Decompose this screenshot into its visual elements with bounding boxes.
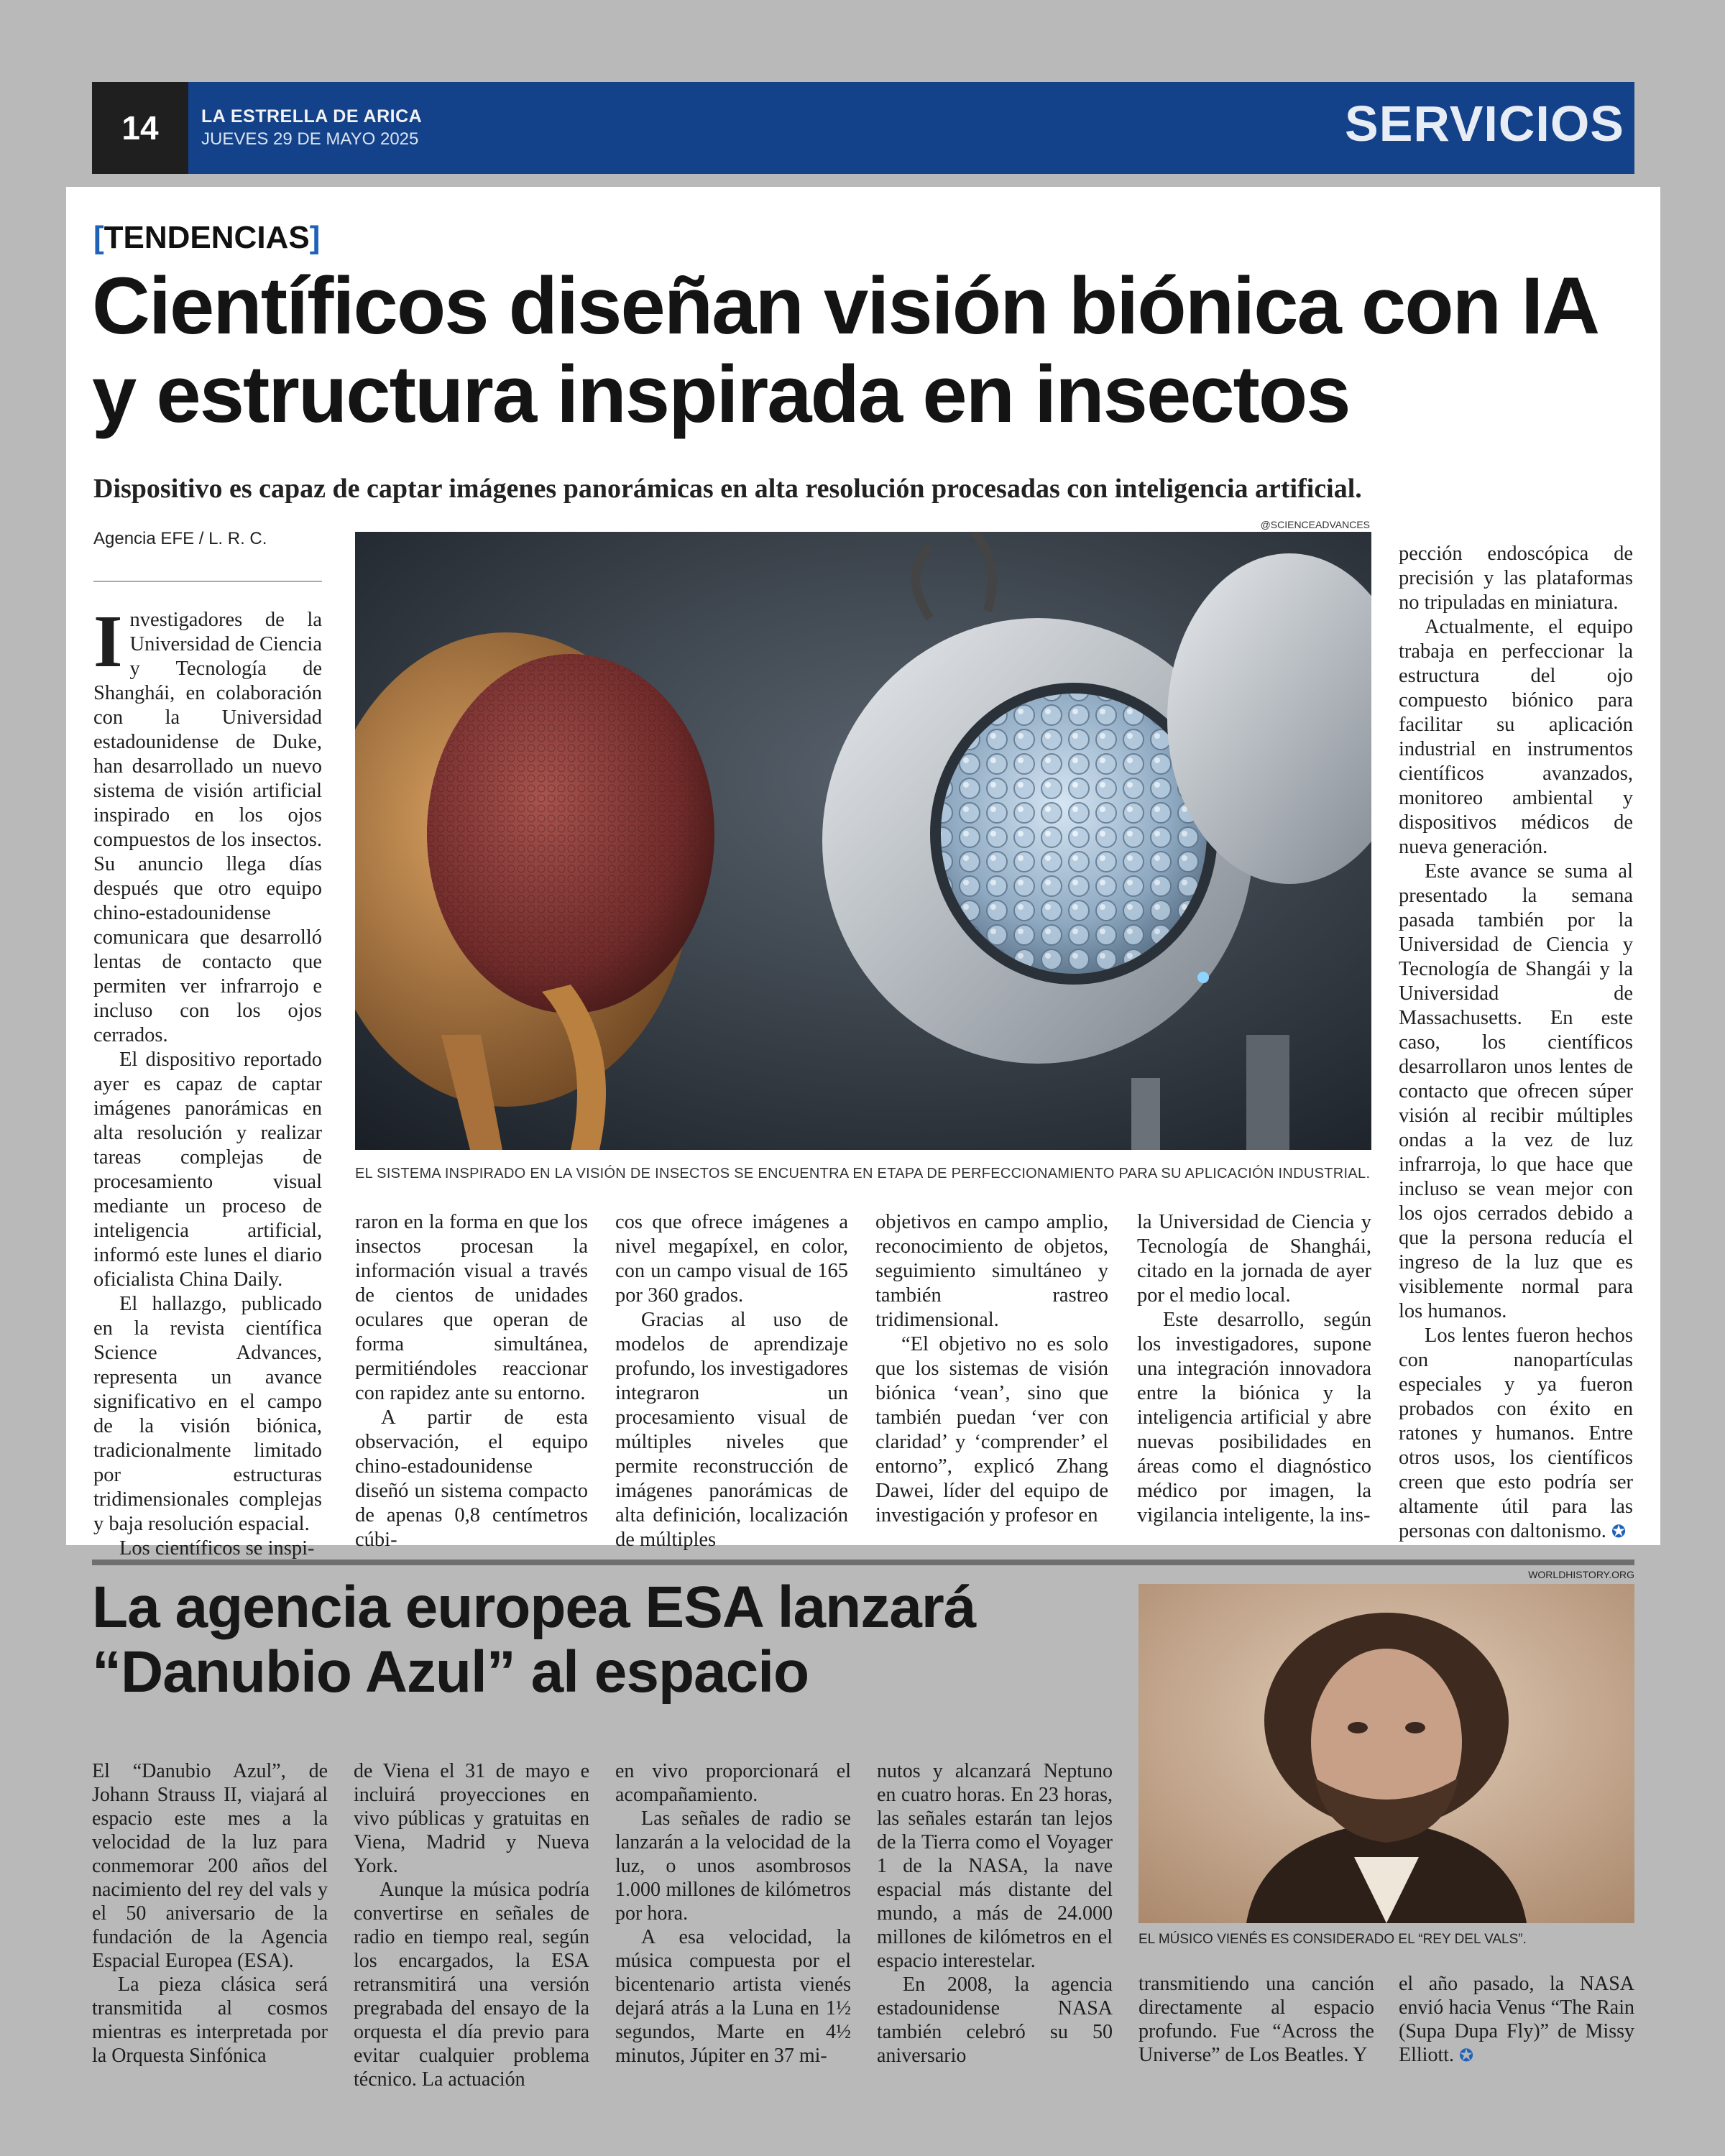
end-of-article-icon: ✪	[1611, 1521, 1627, 1542]
page-number: 14	[92, 82, 188, 174]
article-column-3	[615, 1210, 848, 1552]
paragraph: Este avance se suma al presentado la semana pasada también por la Universidad de Ciencia y Tecnología de Shangái y la Universidad de Massachusetts. En este caso, los científicos desarrollaron unos lentes de contacto que ofrecen súper visión al recibir múltiples ondas a la vez de luz infrarroja, lo que hace que incluso se vean mejor con los ojos cerrados debido a que la persona reducía el ingreso de la luz que es visiblemente normal para los humanos.	[1399, 860, 1633, 1322]
paragraph: en vivo proporcionará el acompañamiento.	[615, 1760, 851, 1806]
kicker-label: TENDENCIAS	[104, 220, 310, 255]
paragraph: Las señales de radio se lanzarán a la velocidad de la luz, o unos asombrosos 1.000 millones de kilómetros por hora.	[615, 1807, 851, 1925]
paragraph: Gracias al uso de modelos de aprendizaje profundo, los investigadores integraron un procesamiento visual de múltiples niveles que permite reconstrucción de imágenes panorámicas de alta definición, localización de múltiples	[615, 1309, 848, 1551]
article2-column-5	[1138, 1972, 1374, 2067]
photo-credit: @SCIENCEADVANCES	[1260, 519, 1370, 530]
paragraph	[1399, 1972, 1634, 2068]
newspaper-name: LA ESTRELLA DE ARICA	[201, 106, 423, 126]
article-photo	[355, 532, 1371, 1150]
paragraph: objetivos en campo amplio, reconocimiento de objetos, seguimiento simultáneo y también rastreo tridimensional.	[875, 1211, 1108, 1331]
article2-headline	[92, 1575, 1084, 1705]
paragraph: cos que ofrece imágenes a nivel megapíxel, en color, con un campo visual de 165 por 360 grados.	[615, 1211, 848, 1307]
paragraph: A esa velocidad, la música compuesta por el bicentenario artista vienés dejará atrás a la Luna en 1½ segundos, Marte en 4½ minutos, Júpiter en 37 mi-	[615, 1926, 851, 2067]
headline-line-1: La agencia europea ESA lanzará	[92, 1575, 976, 1640]
paragraph: A partir de esta observación, el equipo chino-estadounidense diseñó un sistema compacto de apenas 0,8 centímetros cúbi-	[355, 1406, 588, 1551]
end-of-article-icon: ✪	[1459, 2045, 1474, 2065]
paragraph	[93, 600, 322, 1048]
paragraph-text: Los lentes fueron hechos con nanopartículas especiales y ya fueron probados con éxito en ratones y humanos. Entre otros usos, los científicos creen que esto podría ser altamente útil para las personas con daltonismo.	[1399, 1325, 1633, 1542]
article-byline: Agencia EFE / L. R. C.	[93, 529, 267, 548]
byline-divider	[93, 581, 322, 582]
paragraph	[1399, 1324, 1633, 1544]
paragraph: de Viena el 31 de mayo e incluirá proyecciones en vivo públicas y gratuitas en Viena, Madrid y Nueva York.	[354, 1760, 589, 1877]
article-kicker: [TENDENCIAS]	[93, 220, 321, 255]
portrait-caption: EL MÚSICO VIENÉS ES CONSIDERADO EL “REY DEL VALS”.	[1138, 1932, 1527, 1947]
headline-line-1: Científicos diseñan visión biónica con IA	[92, 261, 1599, 351]
paragraph: pección endoscópica de precisión y las plataformas no tripuladas en miniatura.	[1399, 543, 1633, 614]
paragraph: En 2008, la agencia estadounidense NASA también celebró su 50 aniversario	[877, 1973, 1113, 2067]
photo-credit-2: WORLDHISTORY.ORG	[1528, 1569, 1634, 1580]
paragraph: Aunque la música podría convertirse en señales de radio en tiempo real, según los encargados, la ESA retransmitirá una versión pregrabada del ensayo de la orquesta el día previo para evitar cualquier problema técnico. La actuación	[354, 1879, 589, 2091]
article2-column-2	[354, 1759, 589, 2091]
main-article	[66, 187, 1660, 1560]
issue-date: JUEVES 29 DE MAYO 2025	[201, 129, 419, 149]
paragraph: La pieza clásica será transmitida al cosmos mientras es interpretada por la Orquesta Sinfónica	[92, 1973, 328, 2067]
article-deck: Dispositivo es capaz de captar imágenes panorámicas en alta resolución procesadas con inteligencia artificial.	[93, 474, 1362, 504]
article2-column-4	[877, 1759, 1113, 2068]
paragraph: nutos y alcanzará Neptuno en cuatro horas. En 23 horas, las señales estarán tan lejos de la Tierra como el Voyager 1 de la NASA, la nave espacial más distante del mundo, a más de 24.000 millones de kilómetros en el espacio interestelar.	[877, 1760, 1113, 1972]
paragraph: transmitiendo una canción directamente al espacio profundo. Fue “Across the Universe” de Los Beatles. Y	[1138, 1973, 1374, 2066]
paragraph: Los científicos se inspi-	[119, 1537, 315, 1560]
drop-cap: I	[93, 600, 123, 683]
paragraph: raron en la forma en que los insectos procesan la información visual a través de cientos de unidades oculares que operan de forma simultánea, permitiéndoles reaccionar con rapidez ante su entorno.	[355, 1211, 588, 1404]
article2-column-1	[92, 1759, 328, 2068]
article-column-1	[93, 600, 322, 1561]
article-column-4	[875, 1210, 1108, 1528]
headline-line-2: y estructura inspirada en insectos	[92, 349, 1350, 440]
paragraph-text: nvestigadores de la Universidad de Ciencia y Tecnología de Shanghái, en colaboración con la Universidad estadounidense de Duke, han desarrollado un nuevo sistema de visión artificial inspirado en los ojos compuestos de los insectos. Su anuncio llega días después que otro equipo chino-estadounidense comunicara que desarrolló lentas de contacto que permiten ver infrarrojo e incluso con los ojos cerrados.	[93, 609, 322, 1046]
article-column-2	[355, 1210, 588, 1552]
paragraph: la Universidad de Ciencia y Tecnología de Shanghái, citado en la jornada de ayer por el medio local.	[1137, 1211, 1371, 1307]
section-title: SERVICIOS	[1345, 96, 1624, 152]
article-column-5	[1137, 1210, 1371, 1528]
photo-caption: EL SISTEMA INSPIRADO EN LA VISIÓN DE INSECTOS SE ENCUENTRA EN ETAPA DE PERFECCIONAMIENTO PARA SU APLICACIÓN INDUSTRIAL.	[355, 1166, 1371, 1181]
paragraph: Actualmente, el equipo trabaja en perfeccionar la estructura del ojo compuesto biónico para facilitar su aplicación industrial en instrumentos científicos avanzados, monitoreo ambiental y dispositivos médicos de nueva generación.	[1399, 616, 1633, 858]
page-header	[92, 82, 1634, 174]
paragraph: El hallazgo, publicado en la revista científica Science Advances, representa un avance significativo en el campo de la visión biónica, tradicionalmente limitado por estructuras tridimensionales complejas y baja resolución espacial.	[93, 1293, 322, 1535]
article-column-6	[1399, 542, 1633, 1544]
fly-and-robot-illustration	[355, 532, 1371, 1150]
article2-column-6	[1399, 1972, 1634, 2068]
paragraph-text: el año pasado, la NASA envió hacia Venus “The Rain (Supa Dupa Fly)” de Missy Elliott.	[1399, 1973, 1634, 2066]
article2-column-3	[615, 1759, 851, 2068]
section-divider	[92, 1560, 1634, 1565]
article-headline	[92, 262, 1637, 438]
paragraph: “El objetivo no es solo que los sistemas de visión biónica ‘vean’, sino que también puedan ‘ver con claridad’ y ‘comprender’ el entorno”, explicó Zhang Dawei, líder del equipo de investigación y profesor en	[875, 1333, 1108, 1526]
headline-line-2: “Danubio Azul” al espacio	[92, 1639, 809, 1705]
paragraph: Este desarrollo, según los investigadores, supone una integración innovadora entre la biónica y la inteligencia artificial y abre nuevas posibilidades en áreas como el diagnóstico médico por imagen, la vigilancia inteligente, la ins-	[1137, 1309, 1371, 1526]
strauss-portrait-photo	[1138, 1584, 1634, 1923]
paragraph: El “Danubio Azul”, de Johann Strauss II, viajará al espacio este mes a la velocidad de la luz para conmemorar 200 años del nacimiento del rey del vals y el 50 aniversario de la fundación de la Agencia Espacial Europea (ESA).	[92, 1760, 328, 1972]
portrait-illustration	[1138, 1584, 1634, 1923]
paragraph: El dispositivo reportado ayer es capaz de captar imágenes panorámicas en alta resolución y realizar tareas complejas de procesamiento visual mediante un proceso de inteligencia artificial, informó este lunes el diario oficialista China Daily.	[93, 1049, 322, 1291]
